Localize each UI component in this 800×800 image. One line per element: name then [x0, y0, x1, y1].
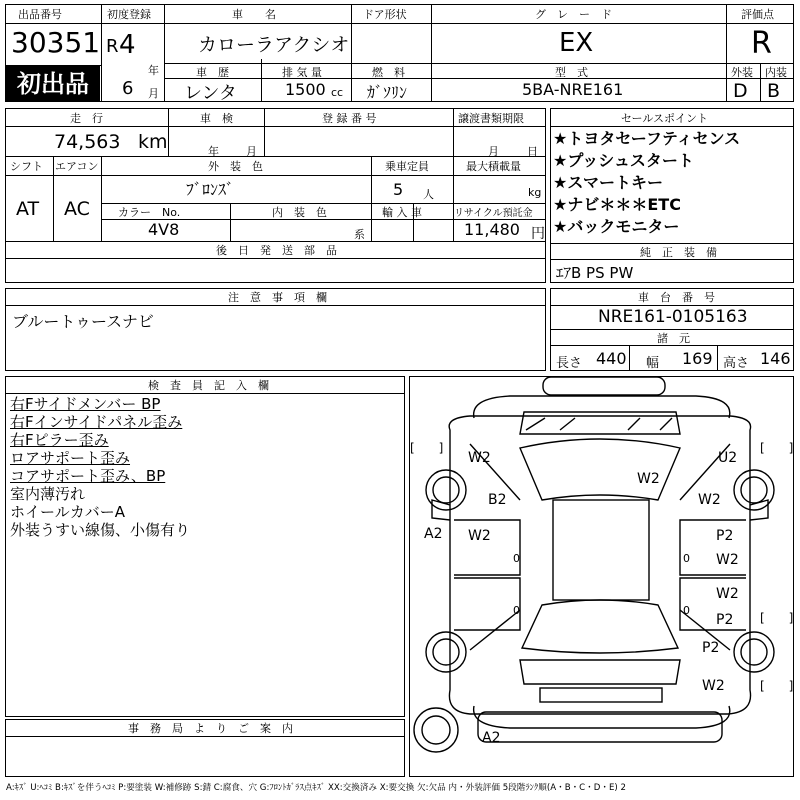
recycle-deposit: 11,480: [464, 220, 520, 239]
sales-point: ★トヨタセーフティセンス: [553, 129, 741, 148]
sketch-mark: P2: [702, 640, 720, 656]
sketch-mark: W2: [702, 678, 725, 694]
equipment-label: 純 正 装 備: [640, 246, 717, 259]
fuel-label: 燃 料: [372, 66, 405, 79]
notes-label: 注 意 事 項 欄: [228, 291, 327, 304]
inspector-label: 検 査 員 記 入 欄: [148, 379, 269, 392]
mileage-unit: km: [138, 131, 168, 153]
recycle-deposit-unit: 円: [531, 226, 545, 242]
model: 5BA-NRE161: [522, 80, 624, 99]
exterior-grade-label: 外装: [731, 66, 753, 79]
exterior-color: ﾌﾞﾛﾝｽﾞ: [186, 180, 235, 199]
car-name: カローラアクシオ: [198, 34, 350, 56]
sketch-mark: W2: [637, 471, 660, 487]
displacement-unit: cc: [331, 86, 344, 99]
inspection-month-unit: 月: [246, 145, 257, 158]
lot-number-label: 出品番号: [18, 8, 62, 21]
interior-grade-label: 内装: [765, 66, 787, 79]
displacement-label: 排 気 量: [282, 66, 322, 79]
score-label: 評価点: [741, 8, 774, 21]
interior-grade: B: [767, 80, 781, 102]
sketch-mark: 0: [513, 604, 520, 617]
history-label: 車 歴: [196, 66, 229, 79]
height: 146: [760, 349, 791, 368]
sketch-mark: 0: [683, 552, 690, 565]
later-parts-label: 後 日 発 送 部 品: [216, 244, 337, 257]
sketch-mark: W2: [716, 552, 739, 568]
inspection-year-unit: 年: [208, 145, 219, 158]
sales-point: ★スマートキー: [553, 173, 664, 192]
sales-point: ★ナビ＊＊＊ETC: [553, 195, 681, 214]
score: R: [751, 26, 772, 61]
sales-points-label: セールスポイント: [621, 112, 709, 125]
sketch-mark: B2: [488, 492, 507, 508]
office-label: 事 務 局 よ り ご 案 内: [128, 722, 293, 735]
grade: EX: [559, 28, 594, 58]
shift-label: シフト: [10, 160, 43, 173]
chassis-label: 車 台 番 号: [638, 291, 715, 304]
door-type-label: ドア形状: [363, 8, 407, 21]
aircon: AC: [64, 198, 90, 220]
sketch-mark: W2: [716, 586, 739, 602]
displacement: 1500: [285, 80, 326, 99]
capacity: 5: [393, 180, 404, 199]
sketch-mark: U2: [718, 450, 738, 466]
sketch-mark: [ ]: [760, 611, 794, 625]
transfer-month-unit: 月: [488, 145, 499, 158]
registration-month-unit: 月: [148, 87, 159, 100]
exterior-color-label: 外 装 色: [208, 160, 263, 173]
first-listing-badge: 初出品: [6, 66, 100, 102]
notes-value: ブルートゥースナビ: [12, 312, 154, 331]
sketch-mark: W2: [468, 450, 491, 466]
import-car-label: 輸 入 車: [382, 206, 422, 219]
sketch-mark: [ ]: [760, 679, 794, 693]
chassis-number: NRE161-0105163: [598, 307, 748, 327]
lot-number: 30351: [11, 26, 101, 59]
recycle-deposit-label: リサイクル預託金: [454, 208, 533, 219]
remark-line: ホイールカバーA: [10, 503, 125, 521]
transfer-deadline-label: 譲渡書類期限: [458, 112, 524, 125]
sales-point: ★バックモニター: [553, 217, 680, 236]
sketch-mark: A2: [424, 526, 443, 542]
width-label: 幅: [646, 356, 660, 371]
remark-line: 右Fインサイドパネル歪み: [10, 413, 183, 431]
interior-color-label: 内 装 色: [272, 206, 327, 219]
remark-line: 室内薄汚れ: [10, 485, 86, 503]
fuel: ｶﾞｿﾘﾝ: [367, 83, 408, 102]
color-number-label: カラー No.: [118, 206, 181, 219]
registration-year: 4: [119, 30, 136, 60]
remark-line: コアサポート歪み、BP: [10, 467, 166, 485]
model-label: 型 式: [555, 66, 588, 79]
remark-line: ロアサポート歪み: [10, 449, 131, 467]
height-label: 高さ: [723, 356, 750, 371]
grade-label: グ レ ー ド: [535, 8, 612, 21]
exterior-grade: D: [733, 80, 748, 102]
sales-point: ★プッシュスタート: [553, 151, 694, 170]
sketch-mark: 0: [683, 604, 690, 617]
sketch-mark: W2: [468, 528, 491, 544]
first-registration-label: 初度登録: [107, 8, 151, 21]
history: レンタ: [184, 83, 237, 104]
remark-line: 右Fピラー歪み: [10, 431, 109, 449]
interior-color-unit: 系: [354, 228, 365, 241]
remark-line: 右Fサイドメンバー BP: [10, 395, 161, 413]
shift: AT: [16, 198, 40, 220]
mileage-label: 走 行: [70, 112, 103, 125]
sketch-mark: P2: [716, 612, 734, 628]
dimensions-label: 諸 元: [657, 332, 690, 345]
max-load-unit: kg: [528, 186, 542, 199]
sketch-mark: W2: [698, 492, 721, 508]
length: 440: [596, 349, 627, 368]
remark-line: 外装うすい線傷、小傷有り: [10, 521, 191, 539]
max-load-label: 最大積載量: [466, 160, 521, 173]
color-number: 4V8: [148, 220, 180, 239]
aircon-label: エアコン: [55, 160, 99, 173]
length-label: 長さ: [556, 356, 583, 371]
registration-year-unit: 年: [148, 64, 159, 77]
capacity-unit: 人: [423, 188, 434, 201]
capacity-label: 乗車定員: [385, 160, 429, 173]
legend-text: A:ｷｽﾞ U:ﾍｺﾐ B:ｷｽﾞを伴うﾍｺﾐ P:要塗装 W:補修跡 S:錆 C:腐食、穴 G:ﾌﾛﾝﾄｶﾞﾗｽ点ｷｽﾞ XX:交換済み X:要交換 欠:欠品 内・外装評価 5段階ﾗﾝｸ順(A・B・C・D・E) 2: [6, 783, 626, 793]
sketch-mark: [ ]: [760, 441, 794, 455]
width: 169: [682, 349, 713, 368]
equipment-value: ｴｱB PS PW: [556, 264, 634, 282]
sketch-mark: [ ]: [410, 441, 444, 455]
sketch-mark: P2: [716, 528, 734, 544]
inspection-label: 車 検: [200, 112, 233, 125]
car-name-label: 車 名: [232, 8, 276, 21]
sketch-mark: 0: [513, 552, 520, 565]
registration-era: R: [106, 36, 119, 57]
transfer-day-unit: 日: [527, 145, 538, 158]
sketch-mark: A2: [482, 730, 501, 746]
registration-month: 6: [122, 78, 134, 99]
mileage: 74,563: [54, 131, 121, 153]
plate-label: 登 録 番 号: [322, 112, 377, 125]
